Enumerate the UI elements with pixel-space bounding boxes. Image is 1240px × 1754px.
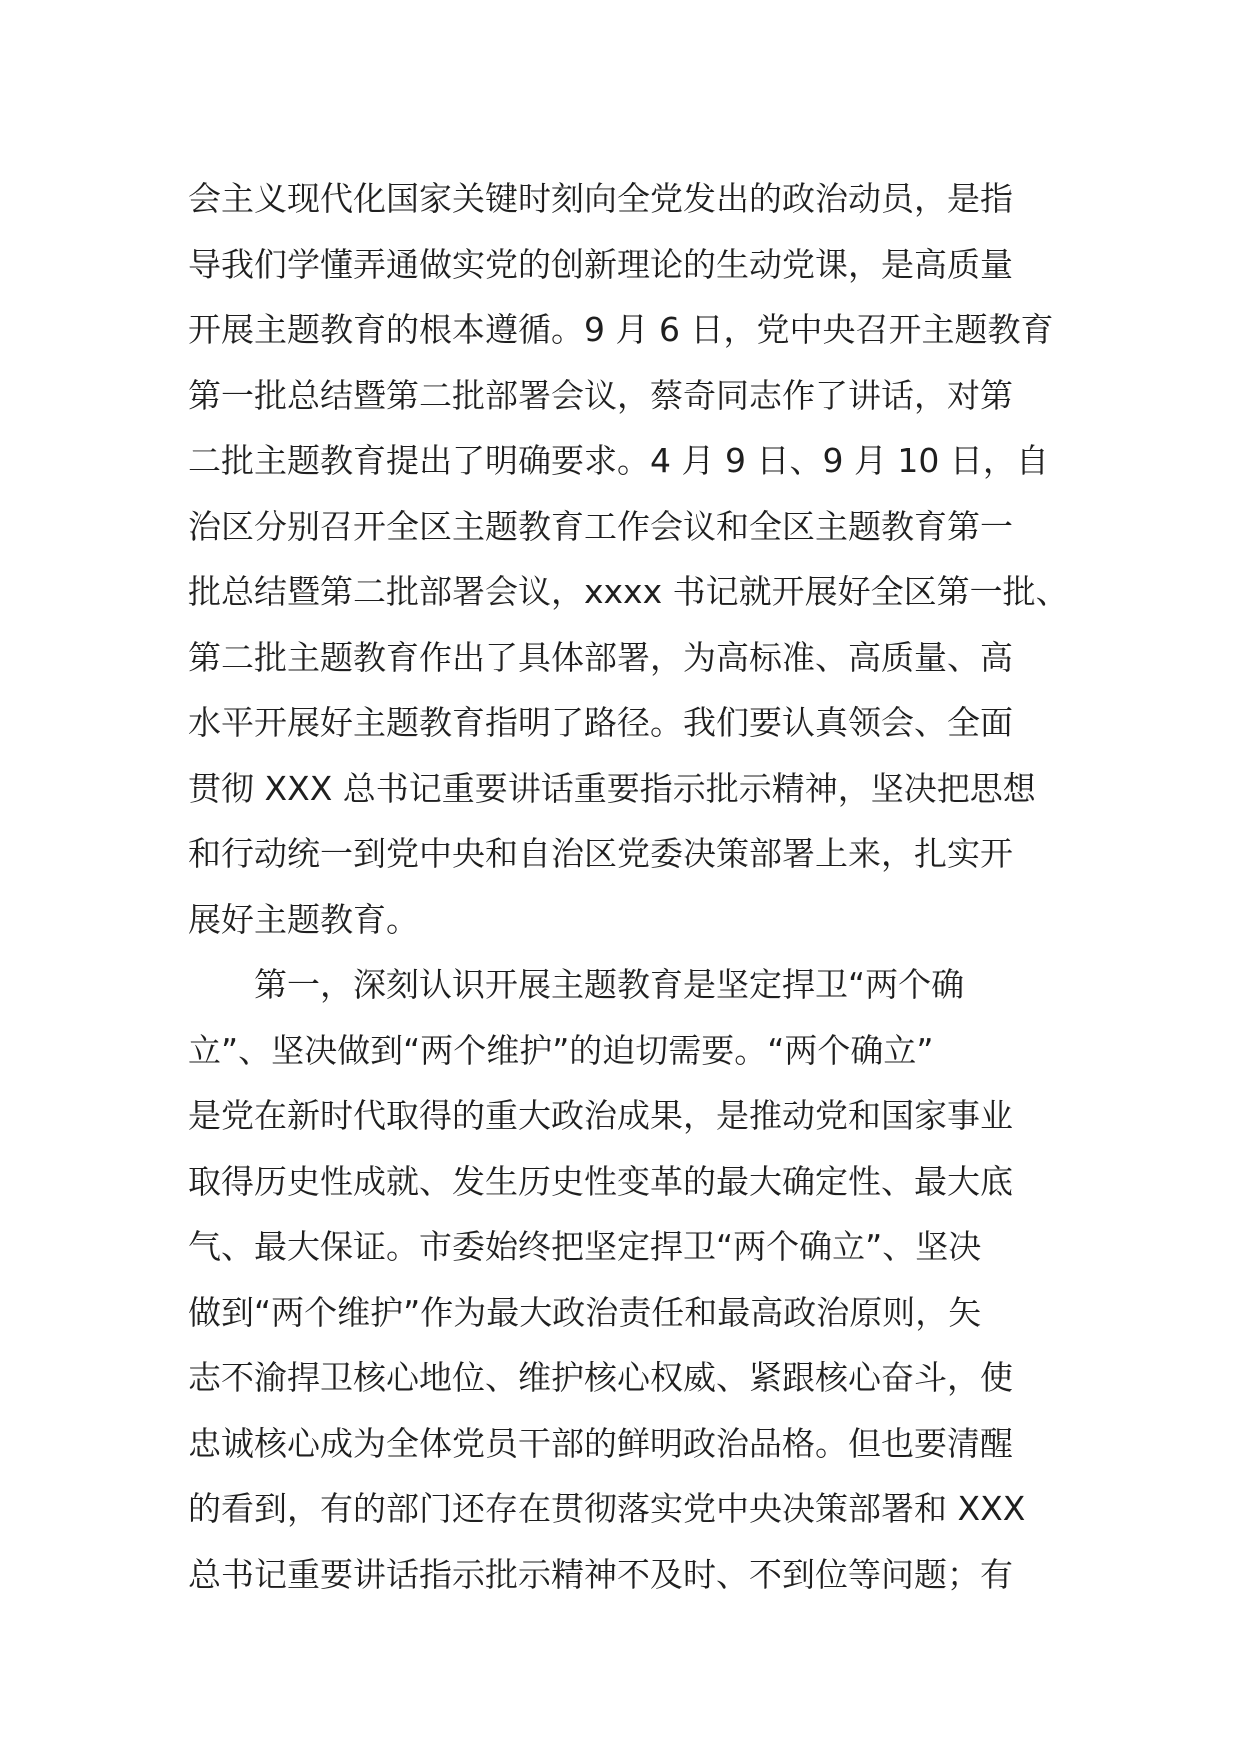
text-line: 开展主题教育的根本遵循。9 月 6 日，党中央召开主题教育 bbox=[188, 310, 1054, 349]
text-line: 会主义现代化国家关键时刻向全党发出的政治动员，是指 bbox=[188, 179, 1013, 218]
body-text bbox=[188, 166, 1088, 1607]
text-line: 和行动统一到党中央和自治区党委决策部署上来，扎实开 bbox=[188, 834, 1013, 873]
paragraph-first-line: 第一，深刻认识开展主题教育是坚定捍卫“两个确 bbox=[254, 965, 965, 1004]
text-line: 治区分别召开全区主题教育工作会议和全区主题教育第一 bbox=[188, 506, 1013, 546]
text-line: 导我们学懂弄通做实党的创新理论的生动党课，是高质量 bbox=[188, 244, 1013, 284]
text-line: 立”、坚决做到“两个维护”的迫切需要。“两个确立” bbox=[188, 1030, 934, 1070]
text-line: 做到“两个维护”作为最大政治责任和最高政治原则，矢 bbox=[188, 1292, 982, 1332]
text-line: 总书记重要讲话指示批示精神不及时、不到位等问题；有 bbox=[188, 1554, 1013, 1594]
text-line: 气、最大保证。市委始终把坚定捍卫“两个确立”、坚决 bbox=[188, 1227, 982, 1266]
text-line: 第二批主题教育作出了具体部署，为高标准、高质量、高 bbox=[188, 637, 1013, 677]
text-line: 批总结暨第二批部署会议，xxxx 书记就开展好全区第一批、 bbox=[188, 572, 1069, 611]
text-line: 取得历史性成就、发生历史性变革的最大确定性、最大底 bbox=[188, 1161, 1013, 1201]
text-line: 二批主题教育提出了明确要求。4 月 9 日、9 月 10 日，自 bbox=[188, 441, 1049, 480]
text-line: 志不渝捍卫核心地位、维护核心权威、紧跟核心奋斗，使 bbox=[188, 1358, 1013, 1397]
text-line: 贯彻 XXX 总书记重要讲话重要指示批示精神，坚决把思想 bbox=[188, 768, 1036, 808]
text-line: 是党在新时代取得的重大政治成果，是推动党和国家事业 bbox=[188, 1096, 1013, 1135]
text-line: 忠诚核心成为全体党员干部的鲜明政治品格。但也要清醒 bbox=[188, 1423, 1013, 1463]
text-line: 水平开展好主题教育指明了路径。我们要认真领会、全面 bbox=[188, 703, 1013, 742]
text-line: 展好主题教育。 bbox=[188, 899, 419, 939]
text-line: 第一批总结暨第二批部署会议，蔡奇同志作了讲话，对第 bbox=[188, 375, 1013, 415]
text-line: 的看到，有的部门还存在贯彻落实党中央决策部署和 XXX bbox=[188, 1489, 1026, 1528]
